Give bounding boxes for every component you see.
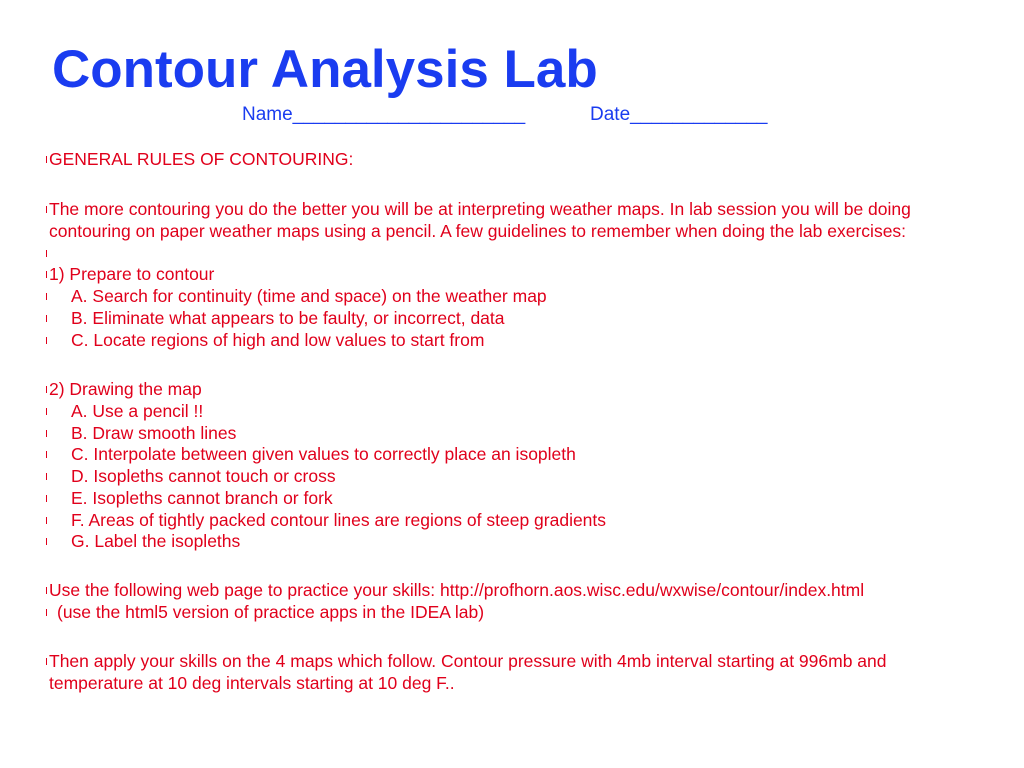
html5-note: (use the html5 version of practice apps in the IDEA lab) xyxy=(57,602,485,622)
drawing-item: C. Interpolate between given values to correctly place an isopleth xyxy=(71,444,576,464)
drawing-item: E. Isopleths cannot branch or fork xyxy=(71,488,333,508)
drawing-item: F. Areas of tightly packed contour lines are regions of steep gradients xyxy=(71,510,607,530)
page-title: Contour Analysis Lab xyxy=(52,40,598,99)
apply-line-1: Then apply your skills on the 4 maps which follow. Contour pressure with 4mb interval starting at 996mb and xyxy=(49,651,887,671)
prepare-item: B. Eliminate what appears to be faulty, or incorrect, data xyxy=(71,308,505,328)
bullet-marker xyxy=(46,293,50,300)
bullet-marker xyxy=(46,337,50,344)
drawing-item: B. Draw smooth lines xyxy=(71,423,237,443)
name-date-line xyxy=(242,104,768,126)
prepare-item: A. Search for continuity (time and space) on the weather map xyxy=(71,286,547,306)
web-page-line: Use the following web page to practice your skills: http://profhorn.aos.wisc.edu/wxwise/contour/index.html xyxy=(49,580,865,600)
drawing-item: D. Isopleths cannot touch or cross xyxy=(71,466,336,486)
drawing-item: G. Label the isopleths xyxy=(71,531,241,551)
bullet-marker xyxy=(46,473,50,480)
apply-line-2: temperature at 10 deg intervals starting at 10 deg F.. xyxy=(49,673,455,693)
bullet-marker xyxy=(46,408,50,415)
bullet-marker xyxy=(46,538,50,545)
intro-line-2: contouring on paper weather maps using a pencil. A few guidelines to remember when doing the lab exercises: xyxy=(49,221,907,241)
name-field-label: Name______________________ xyxy=(242,104,526,125)
bullet-marker xyxy=(46,517,50,524)
general-rules-heading: GENERAL RULES OF CONTOURING: xyxy=(49,149,354,169)
bullet-marker xyxy=(46,250,50,257)
bullet-marker xyxy=(46,609,50,616)
prepare-item: C. Locate regions of high and low values to start from xyxy=(71,330,485,350)
bullet-marker xyxy=(46,315,50,322)
bullet-marker xyxy=(46,451,50,458)
drawing-heading: 2) Drawing the map xyxy=(49,379,202,399)
prepare-heading: 1) Prepare to contour xyxy=(49,264,215,284)
date-field-label: Date_____________ xyxy=(590,104,768,125)
intro-line-1: The more contouring you do the better you will be at interpreting weather maps. In lab session you will be doing xyxy=(49,199,911,219)
bullet-marker xyxy=(46,495,50,502)
bullet-marker xyxy=(46,430,50,437)
drawing-item: A. Use a pencil !! xyxy=(71,401,204,421)
